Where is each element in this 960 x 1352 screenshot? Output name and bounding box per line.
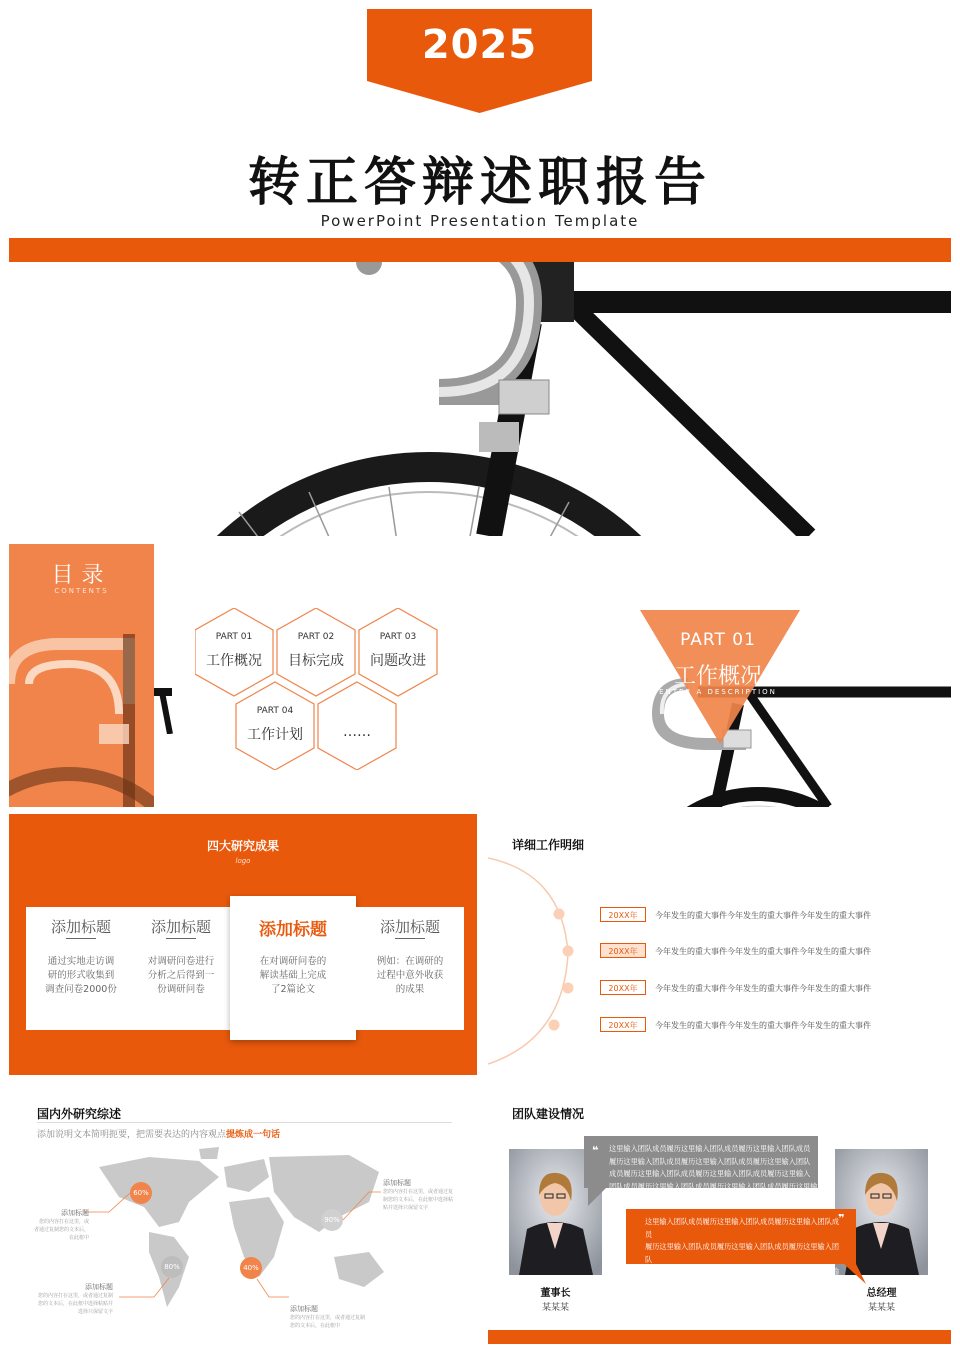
- event-text-1: 今年发生的重大事件今年发生的重大事件今年发生的重大事件: [655, 911, 871, 920]
- contents-subtitle: CONTENTS: [54, 587, 109, 595]
- team-building-slide: [488, 1082, 951, 1344]
- result-card-4-text: 例如：在调研的 过程中意外收获 的成果: [376, 956, 444, 995]
- research-title: 国内外研究综述: [37, 1107, 122, 1121]
- manager-bio: 这里输入团队成员履历这里输入团队成员履历这里输入团队成员 履历这里输入团队成员履历这里输入团队成员履历这里输入团队 成员履历这里输入团队成员履历这里输入团队成员履历这里输入 团队成员履历这里输入团队成员履历这里输入团队成员履历这里输入: [645, 1217, 840, 1314]
- card-divider: [166, 938, 196, 939]
- event-text-2: 今年发生的重大事件今年发生的重大事件今年发生的重大事件: [655, 947, 871, 956]
- chairman-name: 某某某: [541, 1303, 569, 1313]
- quote-close-icon: ❞: [838, 1212, 845, 1225]
- card-divider: [395, 938, 425, 939]
- event-text-3: 今年发生的重大事件今年发生的重大事件今年发生的重大事件: [655, 984, 871, 993]
- toc-item-2-label: 目标完成: [288, 653, 344, 669]
- work-detail-slide: [488, 814, 951, 1075]
- team-title: 团队建设情况: [512, 1107, 585, 1121]
- cover-subtitle: PowerPoint Presentation Template: [320, 212, 640, 230]
- map-percent-3: 80%: [164, 1263, 180, 1271]
- chairman-bio: 这里输入团队成员履历这里输入团队成员履历这里输入团队成员 履历这里输入团队成员履历这里输入团队成员履历这里输入团队 成员履历这里输入团队成员履历这里输入团队成员履历这里输入 团队成员履历这里输入团队成员履历这里输入团队成员履历这里输入: [609, 1144, 818, 1203]
- toc-item-2-part: PART 02: [297, 632, 335, 642]
- event-year-2: 20XX年: [600, 943, 646, 958]
- part-title: 工作概况: [673, 664, 762, 689]
- chairman-role: 董事长: [540, 1288, 571, 1299]
- map-note-4: 添加标题 您的内容打在这里，或者通过复制 您的文本后，在此框中: [290, 1305, 366, 1329]
- research-results-slide: [9, 814, 477, 1075]
- result-card-2-text: 对调研问卷进行 分析之后得到一 份调研问卷: [147, 956, 215, 995]
- result-card-4-title: 添加标题: [379, 918, 440, 936]
- toc-item-4-label: 工作计划: [247, 727, 303, 743]
- toc-item-1-part: PART 01: [215, 632, 253, 642]
- map-note-3: 添加标题 您的内容打在这里，或者通过复制 您的文本后，在此框中选择粘贴并 选择只保留文字: [37, 1283, 113, 1315]
- event-year-4: 20XX年: [600, 1017, 646, 1032]
- contents-slide: [9, 544, 472, 807]
- result-card-3-text: 在对调研问卷的 解读基础上完成 了2篇论文: [259, 956, 327, 995]
- card-divider: [66, 938, 96, 939]
- results-title: 四大研究成果: [206, 839, 279, 853]
- part-number: PART 01: [680, 630, 756, 650]
- research-description: 添加说明文本简明扼要，把需要表达的内容观点提炼成一句话: [37, 1130, 281, 1140]
- toc-item-3-part: PART 03: [379, 632, 417, 642]
- toc-item-3-label: 问题改进: [370, 653, 426, 669]
- map-percent-1: 60%: [133, 1189, 149, 1197]
- map-percent-2: 90%: [324, 1216, 340, 1224]
- research-review-slide: [9, 1082, 472, 1344]
- cover-title: 转正答辩述职报告: [247, 153, 712, 213]
- results-logo: logo: [235, 857, 251, 865]
- event-text-4: 今年发生的重大事件今年发生的重大事件今年发生的重大事件: [655, 1021, 871, 1030]
- map-note-2: 添加标题 您的内容打在这里，或者通过复 制您的文本后，在此框中选择粘 贴并选择只保留文字: [383, 1179, 454, 1211]
- map-percent-4: 40%: [243, 1264, 259, 1272]
- manager-name: 某某某: [867, 1303, 895, 1313]
- result-card-2-title: 添加标题: [150, 918, 211, 936]
- contents-panel: [9, 544, 154, 807]
- cover-accent-bar: [9, 238, 951, 262]
- event-year-1: 20XX年: [600, 907, 646, 922]
- result-card-1-text: 通过实地走访调 研的形式收集到 调查问卷2000份: [45, 956, 117, 995]
- result-card-1-title: 添加标题: [50, 918, 111, 936]
- map-note-1: 添加标题 您的内容打在这里，或 者通过复制您的文本后， 在此框中: [33, 1209, 89, 1241]
- detail-title: 详细工作明细: [512, 838, 585, 852]
- cover-year: 2025: [421, 22, 538, 68]
- part-one-slide: [488, 544, 951, 807]
- quote-open-icon: ❝: [592, 1144, 599, 1157]
- part-description: ENTER A DESCRIPTION: [659, 688, 777, 696]
- manager-role: 总经理: [866, 1288, 897, 1299]
- event-year-3: 20XX年: [600, 980, 646, 995]
- contents-title: 目录: [51, 563, 112, 588]
- team-accent-bar: [488, 1330, 951, 1344]
- cover-bicycle-photo: [9, 262, 951, 536]
- toc-item-4-part: PART 04: [256, 706, 294, 716]
- toc-item-1-label: 工作概况: [206, 653, 262, 669]
- toc-item-5-label: ……: [343, 724, 371, 740]
- result-card-3-title: 添加标题: [259, 920, 327, 940]
